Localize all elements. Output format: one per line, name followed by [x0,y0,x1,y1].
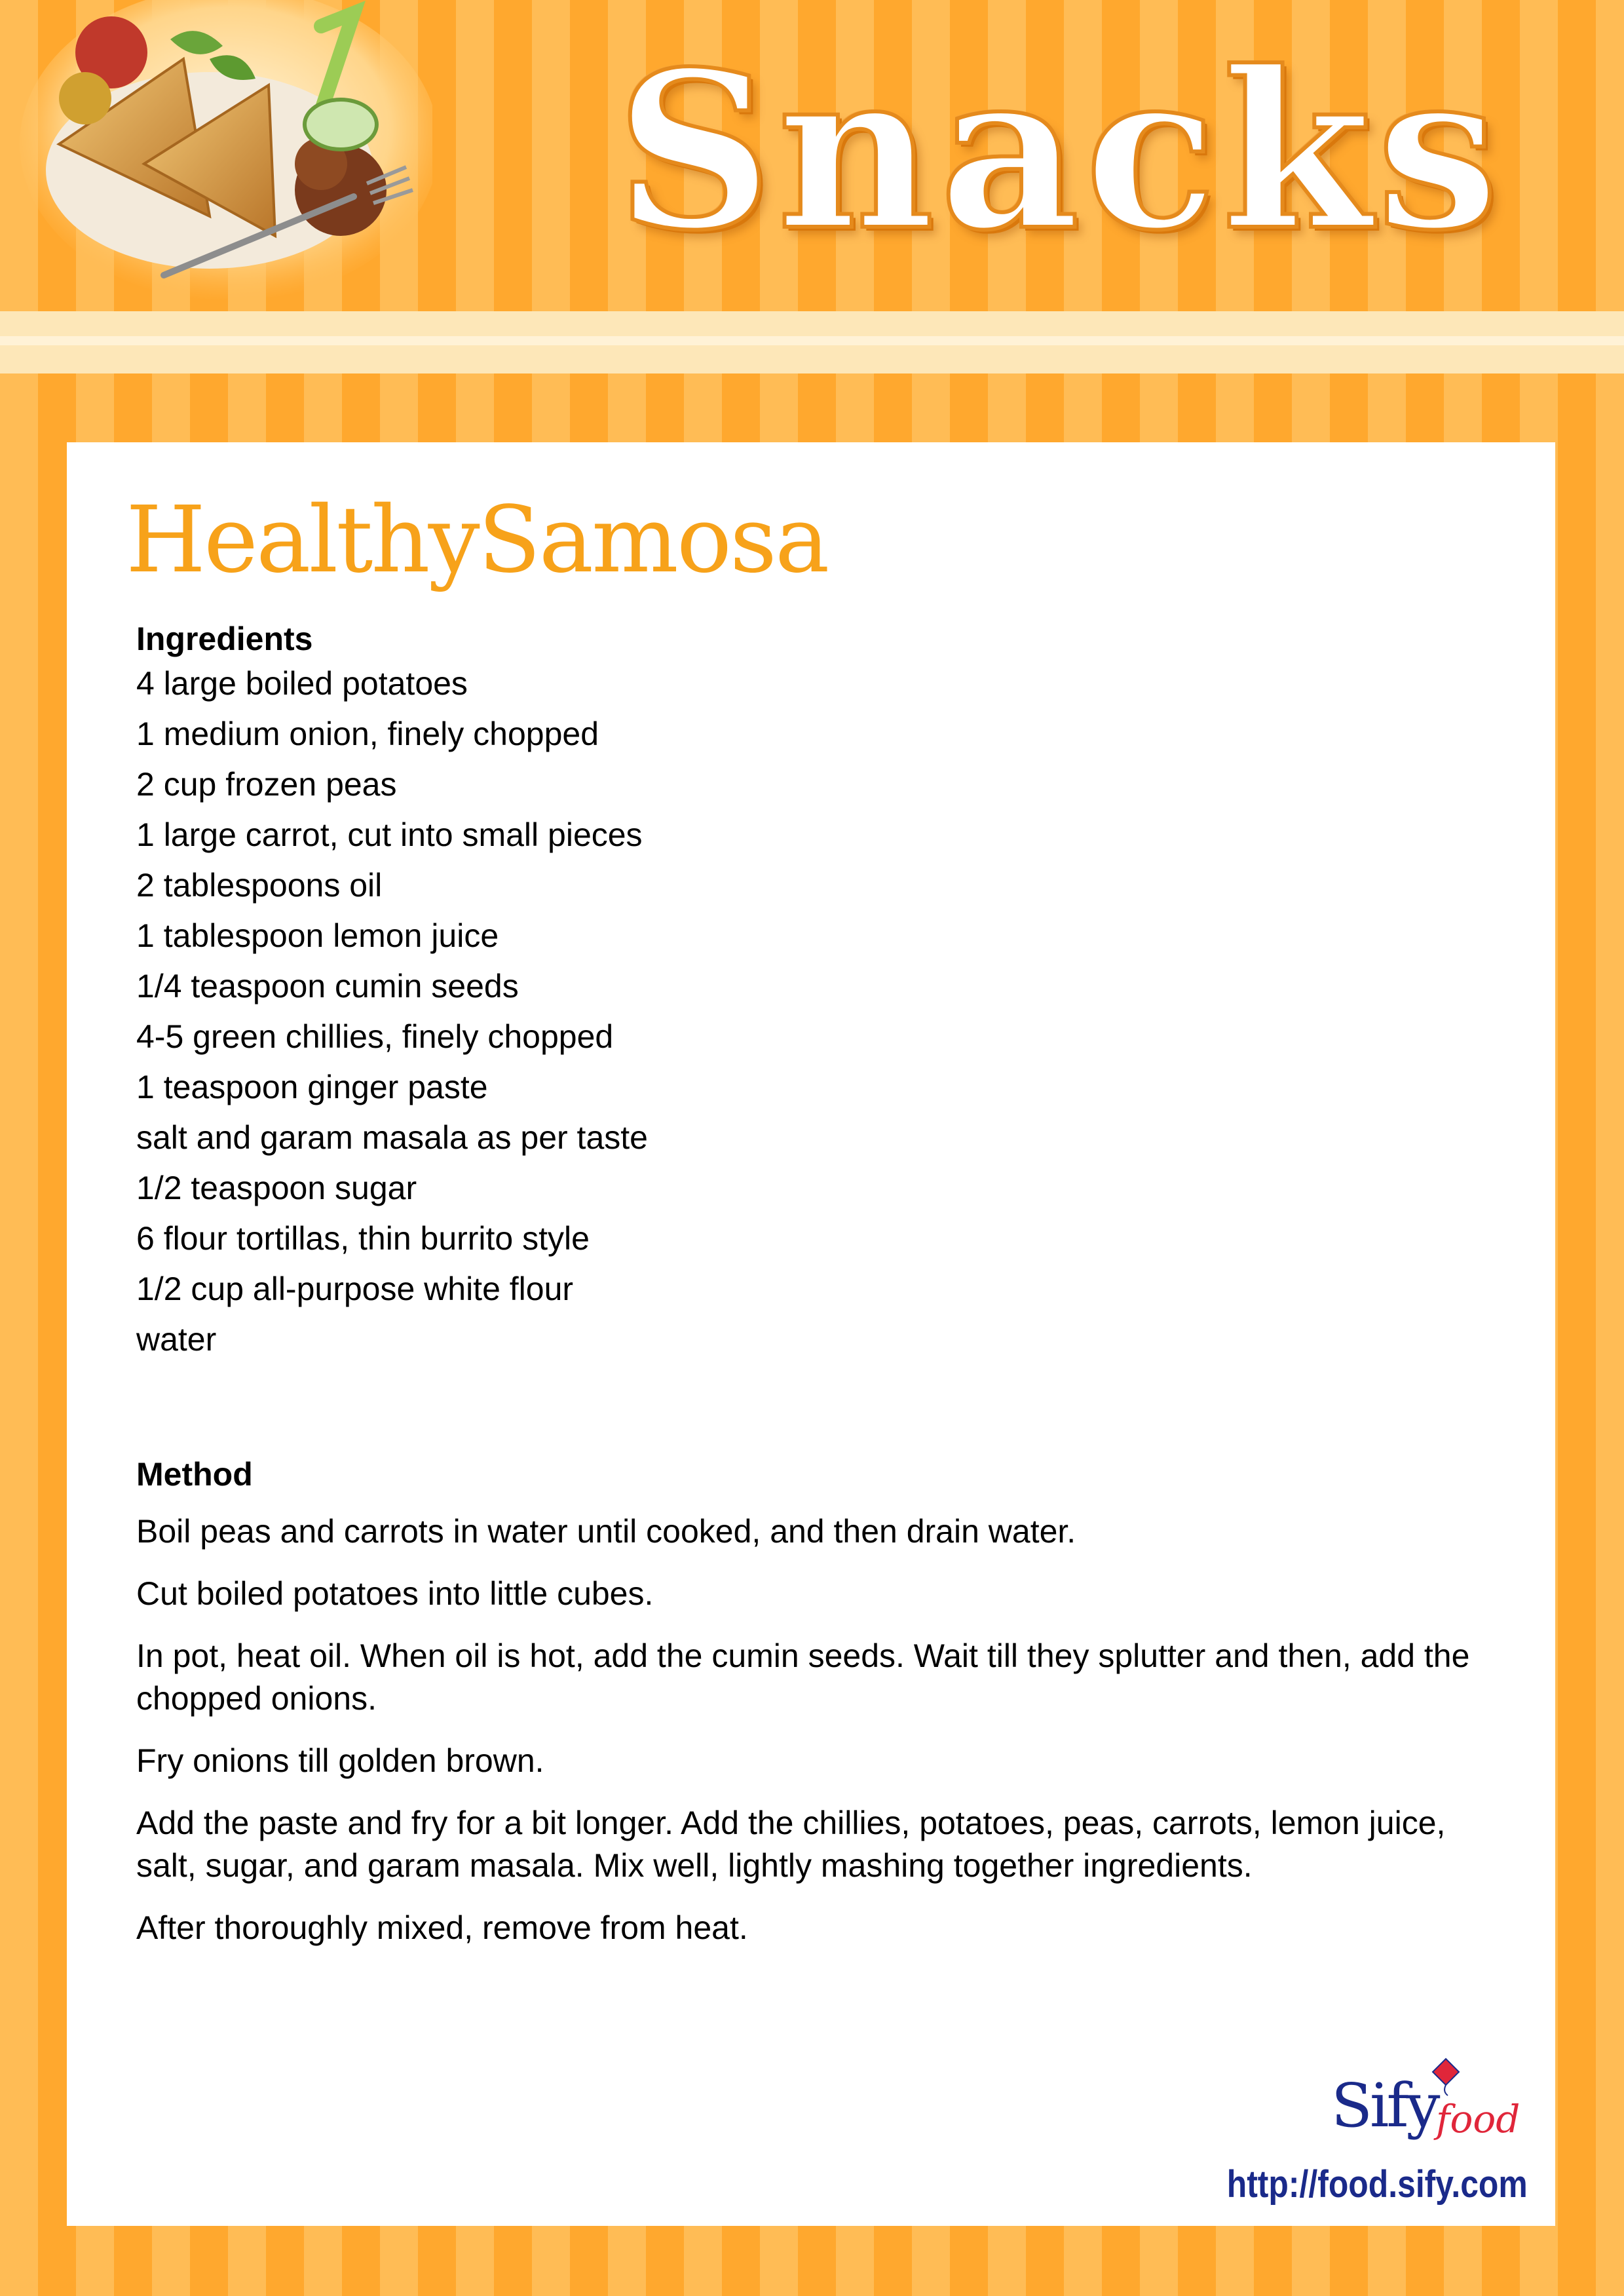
list-item: 1 tablespoon lemon juice [136,917,499,954]
list-item: 6 flour tortillas, thin burrito style [136,1220,590,1257]
list-item: 2 tablespoons oil [136,867,383,904]
method-step: After thoroughly mixed, remove from heat. [136,1909,748,1946]
list-item: 1 medium onion, finely chopped [136,716,599,752]
method-heading: Method [136,1456,253,1493]
header-stripe-band [0,311,1624,373]
method-step: Fry onions till golden brown. [136,1742,544,1779]
header-title: Snacks [616,24,1504,278]
list-item: 1/2 cup all-purpose white flour [136,1271,574,1307]
list-item: 4-5 green chillies, finely chopped [136,1018,614,1055]
ingredients-list [136,659,648,1365]
page-header [0,0,1624,311]
recipe-card [67,442,1555,2226]
list-item: 1 large carrot, cut into small pieces [136,816,643,853]
method-step: In pot, heat oil. When oil is hot, add the cumin seeds. Wait till they splutter and then, add the chopped onions. [136,1637,1470,1717]
recipe-title: HealthySamosa [126,487,828,594]
list-item: 1/4 teaspoon cumin seeds [136,968,519,1004]
kite-icon [1429,2057,1462,2097]
list-item: 1 teaspoon ginger paste [136,1069,488,1105]
method-step: Add the paste and fry for a bit longer. Add the chillies, potatoes, peas, carrots, lemon juice, salt, sugar, and garam masala. Mix well, lightly mashing together ingredients. [136,1805,1446,1884]
list-item: salt and garam masala as per taste [136,1119,648,1156]
list-item: 1/2 teaspoon sugar [136,1170,417,1206]
logo-brand: Sify [1331,2071,1438,2141]
method-step: Boil peas and carrots in water until cooked, and then drain water. [136,1513,1076,1550]
method-list [136,1510,1512,1969]
list-item: 4 large boiled potatoes [136,665,468,702]
samosa-photo [13,0,432,301]
ingredients-heading: Ingredients [136,621,313,657]
sify-food-logo [1220,2057,1528,2215]
list-item: 2 cup frozen peas [136,766,397,803]
logo-brand-suffix: food [1436,2097,1520,2141]
method-step: Cut boiled potatoes into little cubes. [136,1575,654,1612]
site-url[interactable]: http://food.sify.com [1226,2163,1528,2206]
list-item: water [136,1321,217,1358]
